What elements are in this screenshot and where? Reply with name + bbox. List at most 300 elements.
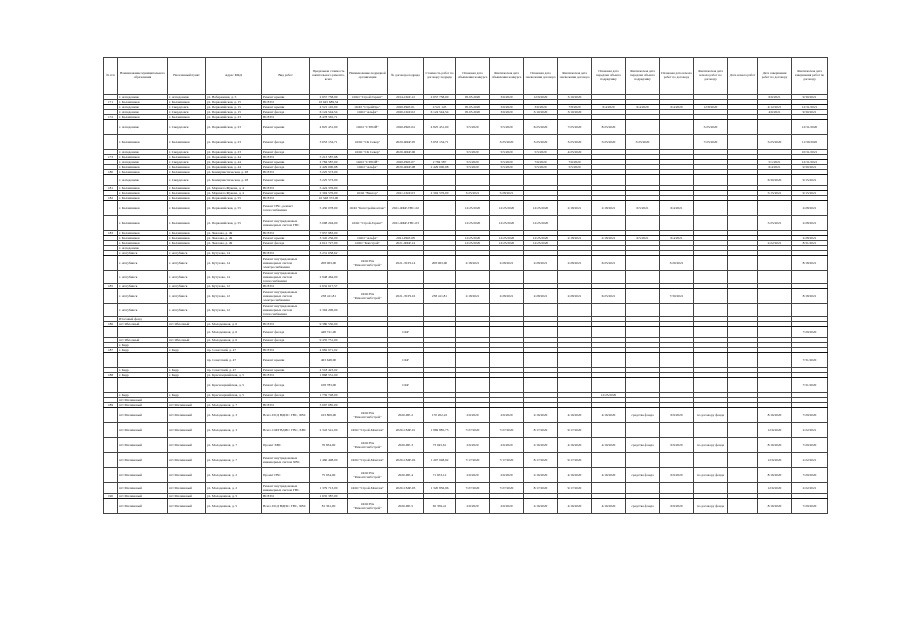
table-cell [728, 271, 758, 284]
table-cell: пгт Малиновый [118, 398, 168, 403]
table-cell: Ремонт крыши [262, 236, 310, 241]
table-cell: 2014-СКР-12 [388, 95, 424, 100]
table-row [104, 438, 828, 453]
table-cell [456, 353, 490, 368]
table-cell: 10 645 689,54 [310, 100, 348, 105]
table-cell: пгт Малиновый [118, 423, 168, 438]
table-cell: 6/5/2021 [626, 201, 660, 216]
table-cell: 05.05.2020 [456, 110, 490, 115]
table-cell: ООО "Строй-Монтаж" [348, 423, 388, 438]
table-cell: ул. Кутузова, 12 [206, 304, 262, 317]
table-cell [626, 453, 660, 468]
table-cell [728, 216, 758, 231]
table-cell [728, 120, 758, 135]
table-cell: 6 124 544,54 [310, 110, 348, 115]
table-cell: 2020-ПР-3 [388, 438, 424, 453]
table-cell: г. Калашников [168, 186, 206, 191]
table-cell: 6/4/2021 [758, 165, 792, 170]
table-cell: 71 653,12 [424, 468, 456, 483]
table-cell: ул. Молодежная, д. 7 [206, 403, 262, 408]
table-cell: по договору фонда [694, 468, 728, 483]
table-cell: 76 834,00 [310, 438, 348, 453]
table-cell [694, 353, 728, 368]
table-cell: 4 521 145 [424, 105, 456, 110]
table-cell: пгт Малиновый [168, 408, 206, 423]
table-cell: СКР [388, 327, 424, 338]
table-cell: ул. Молодежная, д. 7 [206, 438, 262, 453]
table-cell: 3/25/2020 [558, 135, 592, 150]
table-cell [626, 304, 660, 317]
table-cell: 2/22/2021 [792, 423, 828, 438]
table-cell: 12/25/2020 [524, 201, 558, 216]
table-cell: 4 521 145,00 [310, 105, 348, 110]
table-cell: 3/25/2020 [490, 135, 524, 150]
table-cell: Ремонт фасада [262, 378, 310, 393]
table-cell: 2021-ЭСН-16 [388, 289, 424, 304]
table-cell: 4/16/2020 [592, 468, 626, 483]
table-cell: 2/18/2021 [558, 201, 592, 216]
table-cell: ул. Маршала Жукова, д. 4 [206, 191, 262, 196]
table-cell: ул. Первомайская, д. 23 [206, 135, 262, 150]
table-cell: 2021-ФКР-ТВС-02 [388, 201, 424, 216]
table-cell [660, 304, 694, 317]
table-row [104, 135, 828, 150]
table-cell: 9/17/2020 [558, 423, 592, 438]
table-cell: 8/17/2020 [524, 453, 558, 468]
table-cell: ул. Красноармейская, д. 5 [206, 393, 262, 398]
table-cell [728, 453, 758, 468]
table-cell: 3 653 134,71 [424, 135, 456, 150]
table-cell: 170 202,22 [424, 408, 456, 423]
table-cell: 12/31/2020 [792, 120, 828, 135]
table-cell: ВСЕГО [262, 170, 310, 175]
table-cell: 5/5/2020 [524, 165, 558, 170]
table-cell: 12/25/2020 [456, 236, 490, 241]
table-cell: 12/25/2020 [456, 201, 490, 216]
table-cell: ООО НА "Ремонтснабстрой" [348, 289, 388, 304]
table-cell: 5/5/2020 [558, 165, 592, 170]
table-cell: ООО "Альфа" [348, 236, 388, 241]
table-cell [592, 216, 626, 231]
table-cell: г. Ахтубинск [118, 284, 168, 289]
table-cell [758, 327, 792, 338]
table-cell: Ремонт крыши [262, 120, 310, 135]
table-cell: 11/30/2020 [792, 135, 828, 150]
table-cell: 9/15/2021 [792, 191, 828, 196]
table-cell: 12/25/2020 [456, 216, 490, 231]
table-cell [728, 468, 758, 483]
table-cell [660, 378, 694, 393]
table-cell: 2/6/2020 [490, 499, 524, 514]
column-header: Дата начала работ [728, 58, 758, 95]
table-cell: ООО НА "Ремонтснабстрой" [348, 468, 388, 483]
table-cell: 7/29/2020 [792, 408, 828, 423]
table-cell: пгт Малиновый [168, 499, 206, 514]
table-cell: г. Алгедонино [118, 246, 168, 251]
table-cell: 9/17/2020 [558, 483, 592, 494]
table-cell [694, 216, 728, 231]
table-row [104, 499, 828, 514]
table-cell [558, 304, 592, 317]
table-cell: 5/1/2021 [758, 160, 792, 165]
table-cell: 9 380 530,00 [310, 322, 348, 327]
table-cell: 171 [104, 100, 118, 105]
table-cell: 12/31/2021 [792, 105, 828, 110]
table-cell: пгт Малиновый [118, 468, 168, 483]
table-cell: г. Калашников [118, 155, 168, 160]
table-cell [694, 423, 728, 438]
table-cell: 190 [104, 494, 118, 499]
table-cell: ул. Первомайская, д. 44 [206, 165, 262, 170]
table-cell: 2/18/2021 [592, 236, 626, 241]
table-cell: г. Ахтубинск [168, 304, 206, 317]
table-cell: ООО "СтройПро" [348, 105, 388, 110]
table-cell [524, 175, 558, 186]
table-cell [168, 327, 206, 338]
table-cell: 5/25/2021 [758, 216, 792, 231]
table-cell: ул. Первомайская, д. 23 [206, 115, 262, 120]
table-row [104, 216, 828, 231]
table-cell: 8 478 565,71 [310, 115, 348, 120]
table-cell: 7/6/2020 [558, 160, 592, 165]
table-cell: пгт Малиновый [168, 438, 206, 453]
table-cell [348, 271, 388, 284]
table-cell: ул. Красноармейская, д. 5 [206, 373, 262, 378]
table-cell: пр. Советский, д. 47 [206, 348, 262, 353]
table-cell: 8/25/2020 [592, 120, 626, 135]
table-cell: 2 784 587,00 [310, 160, 348, 165]
table-cell [758, 304, 792, 317]
table-cell: г. Алгедонино [118, 120, 168, 135]
table-cell: ул. Молодежная, д. 7 [206, 453, 262, 468]
table-cell [424, 304, 456, 317]
table-cell: 2 394 206,00 [310, 304, 348, 317]
table-cell: Ремонт внутридомовых инженерных систем ХВС [262, 453, 310, 468]
table-cell: 6/4/2020 [592, 105, 626, 110]
table-cell: 2020-ПР-2 [388, 408, 424, 423]
table-cell: 3 225 573,00 [310, 175, 348, 186]
column-header: Плановая дата начала работ по договору [660, 58, 694, 95]
table-cell: 2020-СМР-01 [388, 423, 424, 438]
table-row [104, 289, 828, 304]
table-cell [104, 201, 118, 216]
table-cell: пгт Малиновый [118, 438, 168, 453]
table-cell: ВСЕГО [262, 231, 310, 236]
table-cell: Ремонт внутридомовых инженерных систем ГВС [262, 483, 310, 494]
table-cell [728, 423, 758, 438]
table-cell: 2/18/2021 [592, 201, 626, 216]
column-header: Фактическая дата объявления конкурса [490, 58, 524, 95]
table-cell: ул. Молодежная, д. 3 [206, 423, 262, 438]
table-cell: ул. Маршала Жукова, д. 4 [206, 186, 262, 191]
table-cell: 2020-РКР-04 [388, 120, 424, 135]
table-cell [626, 256, 660, 271]
table-cell [104, 289, 118, 304]
table-cell: 3/10/2020 [558, 110, 592, 115]
table-cell: 7 957 983,00 [310, 231, 348, 236]
table-cell [104, 378, 118, 393]
table-cell: 12/6/2020 [758, 453, 792, 468]
table-cell: пгт Малиновый [168, 494, 206, 499]
table-cell: 1 407 048,92 [424, 453, 456, 468]
table-cell: 12/25/2020 [592, 393, 626, 398]
table-cell [660, 483, 694, 494]
table-cell: пгт Малиновый [168, 403, 206, 408]
table-cell [118, 378, 168, 393]
table-cell: г. Свердловск [168, 105, 206, 110]
table-cell: г. Кедр [168, 393, 206, 398]
table-cell [348, 304, 388, 317]
table-cell: г. Кедр [168, 368, 206, 373]
table-cell: ул. Кутузова, 12 [206, 284, 262, 289]
table-cell: 187 [104, 348, 118, 353]
table-cell [524, 304, 558, 317]
table-cell: 73 045,61 [424, 438, 456, 453]
table-cell [424, 201, 456, 216]
table-cell: 12/9/2020 [524, 95, 558, 100]
table-cell [348, 353, 388, 368]
table-cell [524, 353, 558, 368]
table-cell: 2/6/2020 [490, 468, 524, 483]
table-cell: 81 361,00 [310, 499, 348, 514]
table-cell: 2020-ПР-4 [388, 468, 424, 483]
table-cell: 12/25/2020 [524, 236, 558, 241]
table-cell: г. Алгедонино [118, 95, 168, 100]
table-cell [592, 271, 626, 284]
table-cell: ВСЕГО [262, 403, 310, 408]
column-header: Наименование муниципального образования [118, 58, 168, 95]
table-cell: 2021-СКР-03 [388, 191, 424, 196]
table-cell: 6/9/2020 [660, 468, 694, 483]
table-cell: 9/30/2021 [792, 165, 828, 170]
table-cell [728, 289, 758, 304]
table-cell: Ремонт крыши [262, 105, 310, 110]
table-cell [660, 423, 694, 438]
table-cell: 5/15/2021 [758, 191, 792, 196]
table-cell: 6/9/2020 [660, 438, 694, 453]
table-cell [456, 175, 490, 186]
table-cell [592, 423, 626, 438]
table-cell [728, 353, 758, 368]
table-cell: 4 825 431,00 [310, 120, 348, 135]
table-cell [558, 378, 592, 393]
table-cell: 5/25/2020 [592, 135, 626, 150]
table-cell [592, 327, 626, 338]
table-cell: 5/5/2020 [456, 165, 490, 170]
column-header: № договора подряда [388, 58, 424, 95]
table-cell: ООО "СТРОЙ" [348, 120, 388, 135]
table-cell: 12/25/2020 [490, 216, 524, 231]
table-cell: 2/22/2021 [758, 241, 792, 246]
table-cell: 2020-ФКР-05 [388, 135, 424, 150]
table-cell: 5/5/2020 [490, 165, 524, 170]
table-cell: г. Алгедонино [118, 105, 168, 110]
table-cell: 12/25/2020 [456, 241, 490, 246]
table-cell [728, 175, 758, 186]
table-cell: 5/5/2020 [490, 150, 524, 155]
table-cell: средства фонда [626, 408, 660, 423]
table-cell [592, 483, 626, 494]
table-cell: г. Ахтубинск [118, 251, 168, 256]
table-cell: Всего ПСД ВДИС: ГВС, ХВС [262, 499, 310, 514]
table-cell: 5/25/2020 [758, 135, 792, 150]
table-cell: г. Свердловск [168, 120, 206, 135]
table-cell [758, 120, 792, 135]
table-cell: ул. Молодежная, д. 5 [206, 499, 262, 514]
table-body [104, 95, 828, 514]
table-cell: 3/25/2020 [524, 135, 558, 150]
table-cell: 7/29/2020 [792, 499, 828, 514]
table-cell [490, 304, 524, 317]
table-cell: 3/25/2021 [456, 191, 490, 196]
table-cell: 5 450 078,00 [310, 201, 348, 216]
table-cell [104, 438, 118, 453]
table-cell [490, 271, 524, 284]
table-row [104, 304, 828, 317]
table-cell [660, 216, 694, 231]
table-cell: 6/25/2021 [592, 289, 626, 304]
table-cell: г. Калашников [168, 165, 206, 170]
table-row [104, 327, 828, 338]
table-cell [728, 408, 758, 423]
table-cell: 2021-РКР-08 [388, 236, 424, 241]
table-cell: Ремонт крыши [262, 95, 310, 100]
table-cell: 12/25/2020 [524, 241, 558, 246]
table-cell: 3 097 085,00 [310, 403, 348, 408]
table-cell: ВСЕГО [262, 373, 310, 378]
table-cell: 108 783,00 [310, 378, 348, 393]
table-cell: г. Калашников [118, 191, 168, 196]
table-cell: Ремонт крыши [262, 353, 310, 368]
table-cell [348, 175, 388, 186]
table-cell: 5/5/2020 [490, 160, 524, 165]
table-cell: 2/6/2020 [456, 408, 490, 423]
table-cell: 6/25/2020 [524, 120, 558, 135]
table-cell: ВСЕГО [262, 186, 310, 191]
table-cell: 238 411,81 [424, 289, 456, 304]
column-header: Плановая дата объявления конкурса [456, 58, 490, 95]
table-cell [626, 483, 660, 494]
table-cell: Ремонт фасада [262, 165, 310, 170]
column-header: Дата завершения работ по договору [758, 58, 792, 95]
table-cell: ул. Молодежная, д. 6 [206, 327, 262, 338]
table-cell: 8/31/2021 [792, 241, 828, 246]
table-cell: Ремонт внутридомовых инженерных систем электроснабжения [262, 256, 310, 271]
table-cell [388, 271, 424, 284]
table-cell: г. Ахтубинск [168, 284, 206, 289]
table-cell: 2/16/2020 [524, 438, 558, 453]
table-cell: 4/16/2020 [592, 438, 626, 453]
table-cell: 2 657 758,00 [424, 95, 456, 100]
table-cell: ул. Молодежная, д. 2 [206, 483, 262, 494]
table-cell: г. Калашников [168, 155, 206, 160]
table-cell: ООО НА "Ремонтснабстрой" [348, 499, 388, 514]
table-cell: г. Ахтубинск [168, 251, 206, 256]
table-cell: пгт Малиновый [118, 499, 168, 514]
table-cell: ул. Кутузова, 14 [206, 251, 262, 256]
table-cell: 1 635 387,00 [310, 494, 348, 499]
table-cell: 1 869 885,75 [424, 423, 456, 438]
table-cell: 7/31/2020 [792, 353, 828, 368]
table-cell: 2020-РКР-07 [388, 160, 424, 165]
table-cell [592, 378, 626, 393]
table-cell: 3 225 573,00 [310, 170, 348, 175]
table-cell: г. Ахтубинск [118, 289, 168, 304]
table-cell [626, 378, 660, 393]
table-cell: 188 [104, 373, 118, 378]
table-cell: Ремонт фасада [262, 110, 310, 115]
table-cell: по договору фонда [694, 438, 728, 453]
table-cell: 7/27/2020 [490, 423, 524, 438]
table-row [104, 408, 828, 423]
table-cell: 75 034,00 [310, 468, 348, 483]
table-cell: ООО "Капстроймонтаж" [348, 201, 388, 216]
table-cell: г. Калашников [118, 115, 168, 120]
table-cell: 6/9/2020 [660, 499, 694, 514]
table-cell [456, 304, 490, 317]
table-cell: 238 411,81 [310, 289, 348, 304]
table-cell: 3/6/2020 [490, 110, 524, 115]
table-cell: Ремонт фасада [262, 393, 310, 398]
table-cell: пгт Малиновый [118, 483, 168, 494]
table-cell: г. Калашников [168, 115, 206, 120]
table-cell: г. Калашников [118, 165, 168, 170]
table-cell [104, 483, 118, 494]
table-cell: Ремонт внутридомовых инженерных систем теплоснабжения [262, 271, 310, 284]
table-cell: 7/8/2020 [558, 105, 592, 110]
column-header: Населенный пункт [168, 58, 206, 95]
table-cell: г. Кедр [118, 368, 168, 373]
table-cell: 2/28/2021 [490, 256, 524, 271]
table-cell: г. Свердловск [168, 150, 206, 155]
table-cell: 463 648,00 [310, 353, 348, 368]
table-cell [694, 378, 728, 393]
table-cell [456, 378, 490, 393]
table-cell: СКР [388, 378, 424, 393]
table-cell [592, 175, 626, 186]
column-header: Плановая дата передачи объекта подрядчику [592, 58, 626, 95]
table-cell: 1 759 748,00 [310, 393, 348, 398]
table-cell [660, 135, 694, 150]
table-cell: г. Калашников [168, 231, 206, 236]
table-cell: 7/17/2020 [490, 453, 524, 468]
table-cell: 2/28/2021 [524, 256, 558, 271]
table-cell: 7/25/2020 [694, 135, 728, 150]
table-cell: ООО "Альфа" [348, 165, 388, 170]
table-cell: пгт Малиновый [118, 494, 168, 499]
table-row [104, 378, 828, 393]
table-row [104, 353, 828, 368]
table-cell: Ремонт фасада [262, 327, 310, 338]
table-cell: ВСЕГО [262, 100, 310, 105]
table-cell: 3/6/2020 [524, 105, 558, 110]
table-cell: г. Ахтубинск [118, 304, 168, 317]
table-cell [490, 175, 524, 186]
table-cell: пгт Малиновый [168, 468, 206, 483]
table-row [104, 256, 828, 271]
table-cell [524, 271, 558, 284]
table-cell [558, 216, 592, 231]
table-cell: пгт Малиновый [168, 483, 206, 494]
table-cell: ул. Чкалова, д. 49 [206, 231, 262, 236]
table-cell: ООО "Капстрой" [348, 241, 388, 246]
table-cell: 12/6/2020 [758, 483, 792, 494]
column-header: Фактическая дата передачи объекта подрядчику [626, 58, 660, 95]
table-cell: г. Калашников [168, 100, 206, 105]
table-cell: ВСЕГО [262, 115, 310, 120]
table-cell: ВСЕГО [262, 348, 310, 353]
table-cell: 7/17/2020 [456, 453, 490, 468]
